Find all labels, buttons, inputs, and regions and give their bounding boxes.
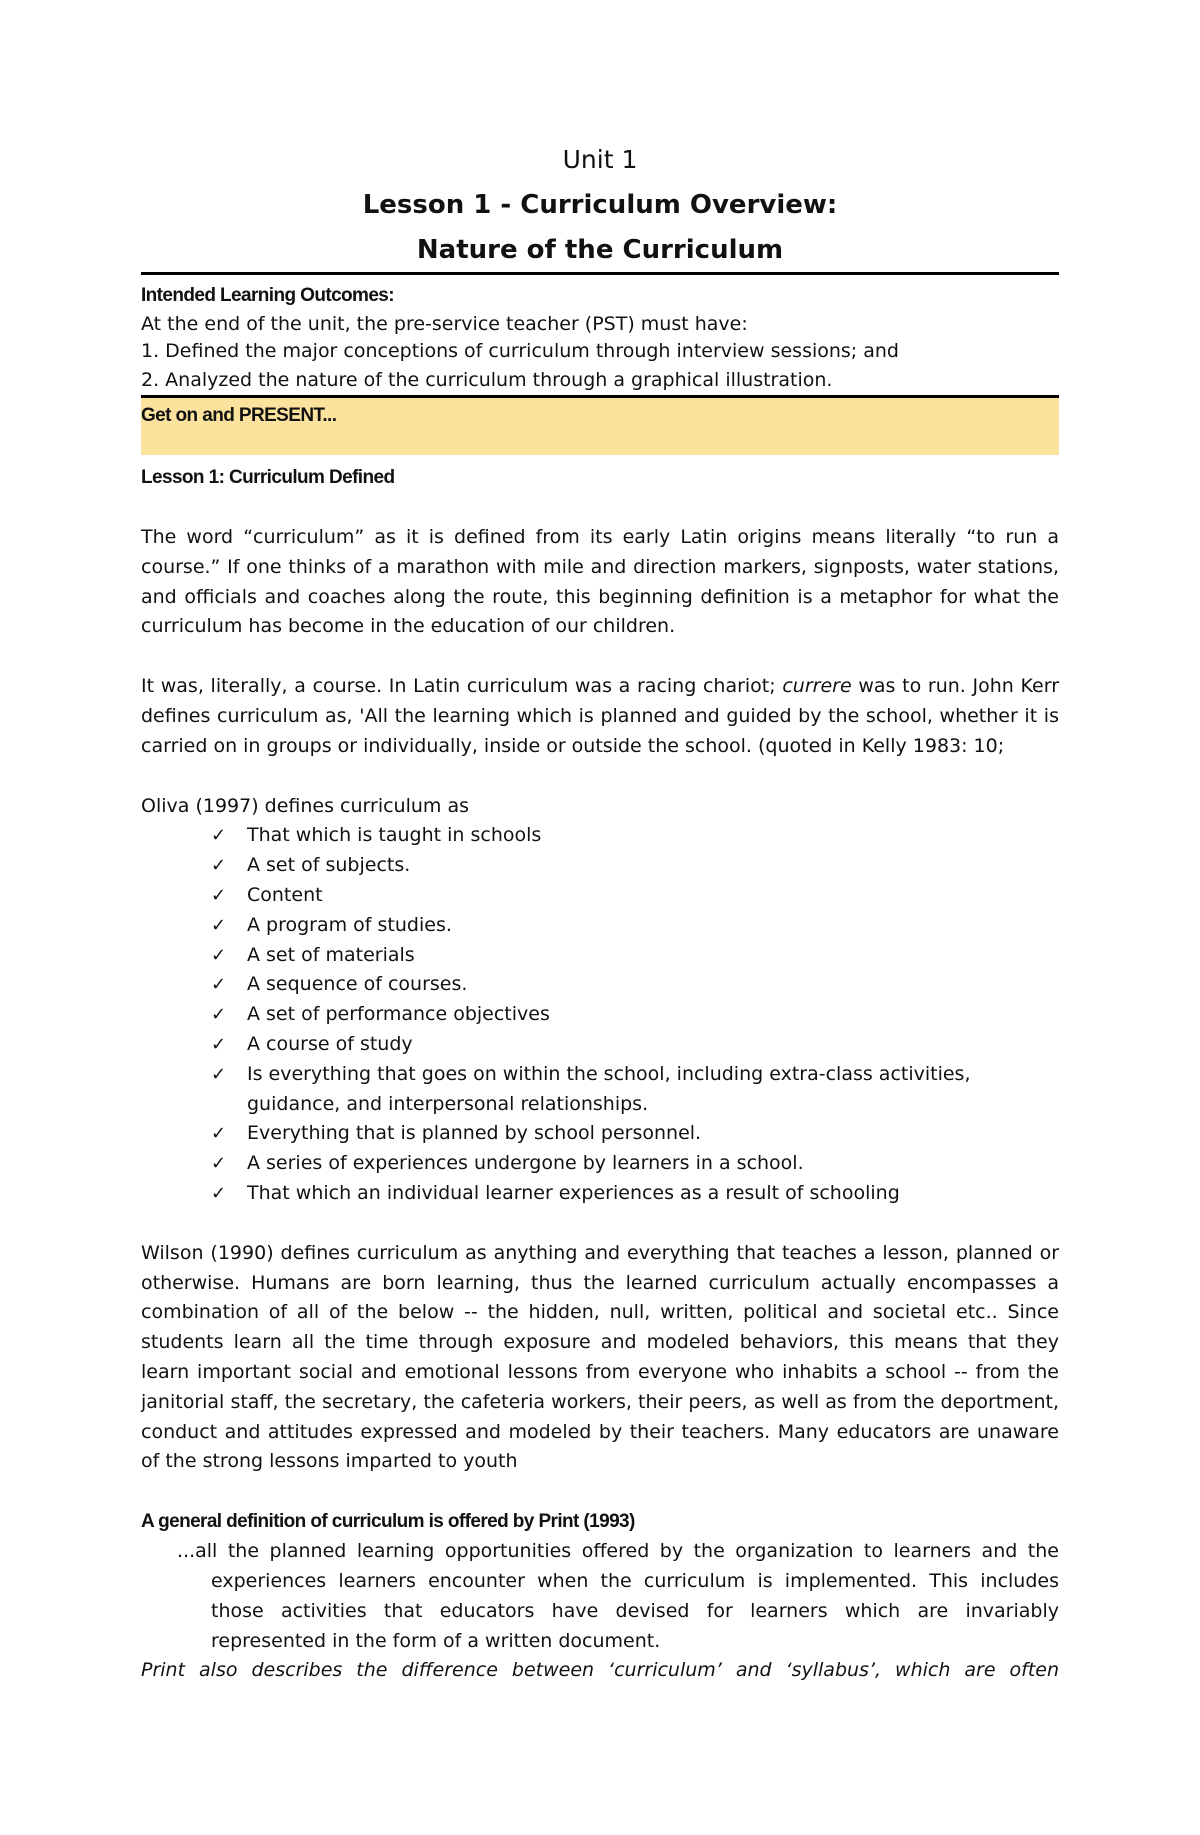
paragraph-text: was to run. John Kerr defines curriculum as, 'All the learning which is planned and guided by the school, whether it is carried on in groups or individually, inside or outside the school. (quoted in Kelly 1983: 10; — [141, 675, 1060, 757]
learning-outcomes-section — [141, 275, 1059, 395]
list-item-text: A set of subjects. — [247, 854, 411, 877]
lesson-subtitle: Nature of the Curriculum — [416, 235, 784, 265]
list-item-text: Everything that is planned by school personnel. — [247, 1122, 702, 1145]
paragraph-text: It was, literally, a course. In Latin curriculum was a racing chariot; — [141, 675, 783, 698]
print-italic-line: Print also describes the difference between ‘curriculum’ and ‘syllabus’, which are often — [141, 1659, 1059, 1682]
list-item-text: That which an individual learner experiences as a result of schooling — [247, 1181, 900, 1204]
list-item-text: A course of study — [247, 1032, 413, 1055]
list-item-text: A set of performance objectives — [247, 1003, 550, 1026]
spacer — [141, 1477, 1059, 1507]
check-icon: ✓ — [211, 1182, 227, 1204]
check-icon: ✓ — [211, 1123, 227, 1145]
present-banner: Get on and PRESENT... — [141, 398, 1059, 455]
check-icon: ✓ — [211, 825, 227, 847]
paragraph-kerr-definition — [141, 672, 1059, 761]
list-item — [141, 1179, 1059, 1209]
learning-outcomes-intro: At the end of the unit, the pre-service teacher (PST) must have: — [141, 313, 748, 335]
check-icon: ✓ — [211, 884, 227, 906]
list-item — [141, 881, 1059, 911]
check-icon: ✓ — [211, 855, 227, 877]
check-icon: ✓ — [211, 1153, 227, 1175]
learning-outcome-item: 1. Defined the major conceptions of curriculum through interview sessions; and — [141, 340, 899, 362]
list-item — [141, 970, 1059, 1000]
learning-outcomes-heading: Intended Learning Outcomes: — [141, 285, 394, 306]
lesson-defined-heading: Lesson 1: Curriculum Defined — [141, 467, 395, 488]
print-definition-quote: ...all the planned learning opportunities offered by the organization to learners and the experiences learners encounter when the curriculum is implemented. This includes those activities that educators have devised for learners which are invariably represented in the form of a written document. — [177, 1540, 1059, 1652]
check-icon: ✓ — [211, 974, 227, 996]
spacer — [141, 1209, 1059, 1239]
list-item-text: A sequence of courses. — [247, 973, 468, 996]
list-item — [141, 821, 1059, 851]
oliva-definition-list — [141, 821, 1059, 1208]
paragraph-curriculum-origin: The word “curriculum” as it is defined from its early Latin origins means literally “to run a course.” If one thinks of a marathon with mile and direction markers, signposts, water stations, and officials and coaches along the route, this beginning definition is a metaphor for what the curriculum has become in the education of our children. — [141, 526, 1059, 638]
list-item-text: A program of studies. — [247, 913, 452, 936]
unit-title: Unit 1 — [562, 145, 638, 174]
spacer — [141, 642, 1059, 672]
list-item — [141, 1060, 1059, 1120]
list-item — [141, 1149, 1059, 1179]
list-item — [141, 1119, 1059, 1149]
check-icon: ✓ — [211, 944, 227, 966]
lesson-title: Lesson 1 - Curriculum Overview: — [362, 190, 838, 220]
check-icon: ✓ — [211, 1033, 227, 1055]
list-item-text: Content — [247, 883, 323, 906]
document-page — [141, 138, 1059, 1686]
check-icon: ✓ — [211, 914, 227, 936]
list-item-text: That which is taught in schools — [247, 824, 542, 847]
list-item — [141, 1030, 1059, 1060]
list-item-text: A set of materials — [247, 943, 415, 966]
list-item — [141, 851, 1059, 881]
paragraph-wilson-definition: Wilson (1990) defines curriculum as anything and everything that teaches a lesson, planned or otherwise. Humans are born learning, thus the learned curriculum actually encompasses a combination of all of the below -- the hidden, null, written, political and societal etc.. Since students learn all the time through exposure and modeled behaviors, this means that they learn important social and emotional lessons from everyone who inhabits a school -- from the janitorial staff, the secretary, the cafeteria workers, their peers, as well as from the deportment, conduct and attitudes expressed and modeled by their teachers. Many educators are unaware of the strong lessons imparted to youth — [141, 1241, 1059, 1473]
check-icon: ✓ — [211, 1063, 227, 1085]
spacer — [141, 493, 1059, 523]
learning-outcome-item: 2. Analyzed the nature of the curriculum through a graphical illustration. — [141, 369, 833, 391]
latin-term: currere — [782, 675, 852, 698]
list-item-text: A series of experiences undergone by learners in a school. — [247, 1152, 804, 1175]
list-item — [141, 911, 1059, 941]
print-definition-heading: A general definition of curriculum is offered by Print (1993) — [141, 1511, 635, 1533]
oliva-intro: Oliva (1997) defines curriculum as — [141, 794, 470, 817]
spacer — [141, 762, 1059, 792]
list-item — [141, 1000, 1059, 1030]
check-icon: ✓ — [211, 1004, 227, 1026]
list-item — [141, 941, 1059, 971]
list-item-text: Is everything that goes on within the school, including extra-class activities, guidance, and interpersonal relationships. — [247, 1062, 971, 1115]
